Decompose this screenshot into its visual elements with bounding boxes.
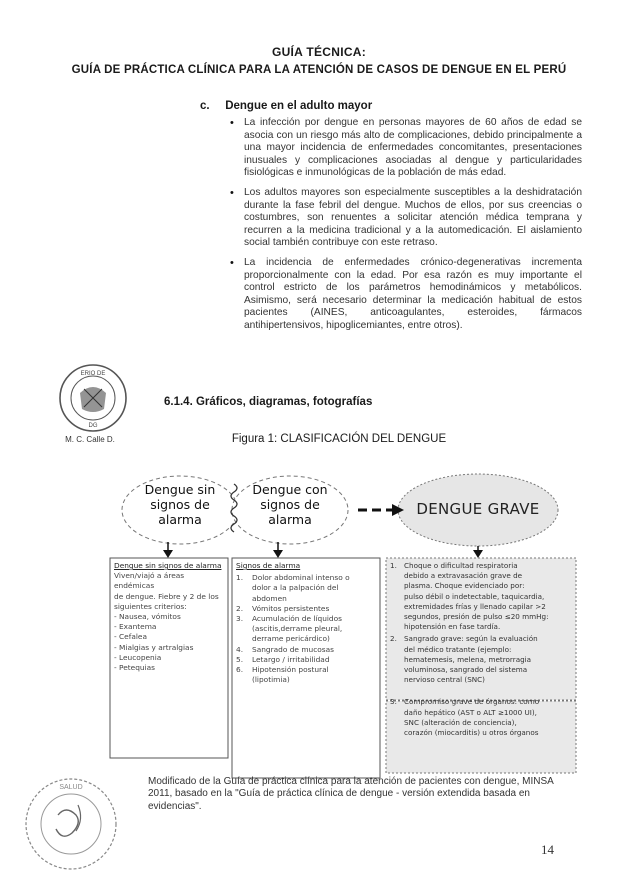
down-arrow-mid-head-icon bbox=[273, 550, 283, 558]
grave-criterion-number: 2. bbox=[390, 634, 397, 644]
alarm-sign-number: 4. bbox=[236, 644, 244, 654]
alarm-sign-text: Acumulación de líquidos (ascitis,derrame pleural, derrame pericárdico) bbox=[252, 614, 343, 644]
dengue-con-signos-label bbox=[234, 482, 346, 527]
figure-caption: Modificado de la Guía de práctica clínica para la atención de pacientes con dengue, MINSA 2011, basado en la "Guía de práctica clínica de dengue - versión extendida basada en evidencias". bbox=[148, 776, 554, 812]
stamp-signature-caption: M. C. Calle D. bbox=[65, 435, 115, 444]
alarm-sign-text: Hipotensión postural (lipotimia) bbox=[252, 665, 329, 685]
ellipse-left-line: alarma bbox=[158, 512, 202, 527]
grave-criterion-number: 3. bbox=[390, 697, 397, 707]
grave-criterion-item bbox=[390, 561, 574, 632]
alarm-sign-item bbox=[236, 614, 378, 645]
ellipse-left-line: Dengue sin bbox=[144, 482, 216, 497]
alarm-sign-text: Letargo / irritabilidad bbox=[252, 654, 330, 664]
section-c-title: Dengue en el adulto mayor bbox=[225, 100, 373, 112]
ellipse-mid-line: alarma bbox=[268, 512, 312, 527]
bullet-item bbox=[230, 117, 582, 180]
box3-content bbox=[390, 561, 574, 738]
grave-criterion-text: Choque o dificultad respiratoria debido a extravasación grave de plasma. Choque evidenciado por: pulso débil o indetectable, taquicardia, extremidades frías y llenado capilar >2 segundos, presión de pulso ≤20 mmHg: hipotensión en fase tardía. bbox=[404, 561, 549, 632]
page-number: 14 bbox=[541, 842, 554, 857]
svg-text:SALUD: SALUD bbox=[59, 784, 83, 791]
document-header-title: GUÍA TÉCNICA: bbox=[271, 45, 367, 59]
alarm-sign-text: Dolor abdominal intenso o dolor a la palpación del abdomen bbox=[252, 573, 350, 603]
health-seal-stamp bbox=[22, 775, 120, 873]
box1-line: - Leucopenia bbox=[114, 652, 162, 662]
subsection-heading: 6.1.4. Gráficos, diagramas, fotografías bbox=[164, 396, 373, 408]
alarm-sign-item bbox=[236, 645, 378, 655]
box1-line: Viven/viajó a áreas endémicas bbox=[114, 571, 185, 591]
dengue-sin-signos-label bbox=[124, 482, 236, 527]
figure-title bbox=[0, 433, 638, 445]
down-arrow-left-head-icon bbox=[163, 550, 173, 558]
bullet-text: Los adultos mayores son especialmente susceptibles a la deshidratación durante la fase febril del dengue. Muchos de ellos, por sus creencias o costumbres, son renuentes a solicitar atención médica temprana y recurren a la medicina tradicional y a la automedicación. El aislamiento social también contribuye con este retraso. bbox=[244, 186, 582, 249]
bullet-icon: • bbox=[230, 256, 234, 269]
section-c-bullet-list bbox=[230, 117, 582, 340]
bullet-text: La incidencia de enfermedades crónico-degenerativas incrementa proporcionalmente con la edad. Por esa razón es muy importante el control estricto de los parámetros hemodinámicos y metabólicos. Asimismo, será necesario determinar la medicación habitual de estos pacientes (AINES, anticoagulantes, esteroides, fármacos antihipertensivos, hipoglicemiantes, entre otros). bbox=[244, 256, 582, 331]
box1-content bbox=[114, 561, 226, 673]
svg-text:DG: DG bbox=[88, 423, 98, 429]
ellipse-left-line: signos de bbox=[150, 497, 210, 512]
box1-line: de dengue. Fiebre y 2 de los bbox=[114, 591, 219, 601]
bullet-item bbox=[230, 187, 582, 250]
grave-criterion-text: Sangrado grave: según la evaluación del médico tratante (ejemplo: hematemesis, melena, metrorragia voluminosa, sangrado del sistema nervioso central (SNC) bbox=[404, 634, 538, 685]
bullet-text: La infección por dengue en personas mayores de 60 años de edad se asocia con un riesgo más alto de complicaciones, debido principalmente a una mayor incidencia de enfermedades concomitantes, presentaciones inusuales y complicaciones asociadas al dengue y particularidades fisiológicas e inmunológicas de la población de más edad. bbox=[244, 117, 582, 179]
alarm-sign-item bbox=[236, 604, 378, 614]
figure-title-text: Figura 1: CLASIFICACIÓN DEL DENGUE bbox=[231, 433, 447, 445]
box1-title: Dengue sin signos de alarma bbox=[114, 561, 222, 570]
down-arrow-right-head-icon bbox=[473, 550, 483, 558]
box1-line: - Mialgias y artralgias bbox=[114, 642, 194, 652]
alarm-sign-item bbox=[236, 573, 378, 604]
ellipse-mid-line: signos de bbox=[260, 497, 320, 512]
bullet-icon: • bbox=[230, 117, 234, 129]
bullet-item bbox=[230, 257, 582, 333]
grave-criterion-item bbox=[390, 634, 574, 685]
grave-criterion-number: 1. bbox=[390, 561, 397, 570]
grave-criterion-item bbox=[390, 697, 574, 738]
alarm-sign-number: 1. bbox=[236, 573, 244, 583]
alarm-sign-item bbox=[236, 655, 378, 665]
box1-line: - Nausea, vómitos bbox=[114, 612, 181, 622]
ellipse-mid-line: Dengue con bbox=[252, 482, 328, 497]
svg-text:ERIO DE: ERIO DE bbox=[80, 371, 106, 377]
alarm-sign-number: 5. bbox=[236, 654, 244, 664]
alarm-sign-item bbox=[236, 665, 378, 685]
alarm-sign-number: 2. bbox=[236, 603, 244, 613]
box1-line: - Cefalea bbox=[114, 632, 147, 642]
document-header-subtitle: GUÍA DE PRÁCTICA CLÍNICA PARA LA ATENCIÓN DE CASOS DE DENGUE EN EL PERÚ bbox=[71, 64, 567, 76]
grave-criterion-text: Compromiso grave de órganos: como daño hepático (AST o ALT ≥1000 UI), SNC (alteración de conciencia), corazón (miocarditis) u otros órganos bbox=[404, 697, 540, 738]
box2-title: Signos de alarma bbox=[236, 561, 301, 570]
ministry-seal-stamp bbox=[58, 363, 128, 433]
box1-line: - Exantema bbox=[114, 622, 157, 632]
box1-line: siguientes criterios: bbox=[114, 601, 187, 611]
section-c-label: c. bbox=[200, 100, 210, 112]
alarm-sign-text: Vómitos persistentes bbox=[252, 603, 330, 613]
alarm-sign-number: 6. bbox=[236, 665, 244, 675]
alarm-sign-number: 3. bbox=[236, 614, 244, 624]
alarm-sign-text: Sangrado de mucosas bbox=[252, 644, 335, 654]
dengue-grave-label: DENGUE GRAVE bbox=[416, 500, 540, 518]
box1-line: - Petequias bbox=[114, 663, 156, 673]
section-c-heading bbox=[200, 100, 372, 112]
bullet-icon: • bbox=[230, 186, 234, 199]
box2-content bbox=[236, 561, 378, 685]
